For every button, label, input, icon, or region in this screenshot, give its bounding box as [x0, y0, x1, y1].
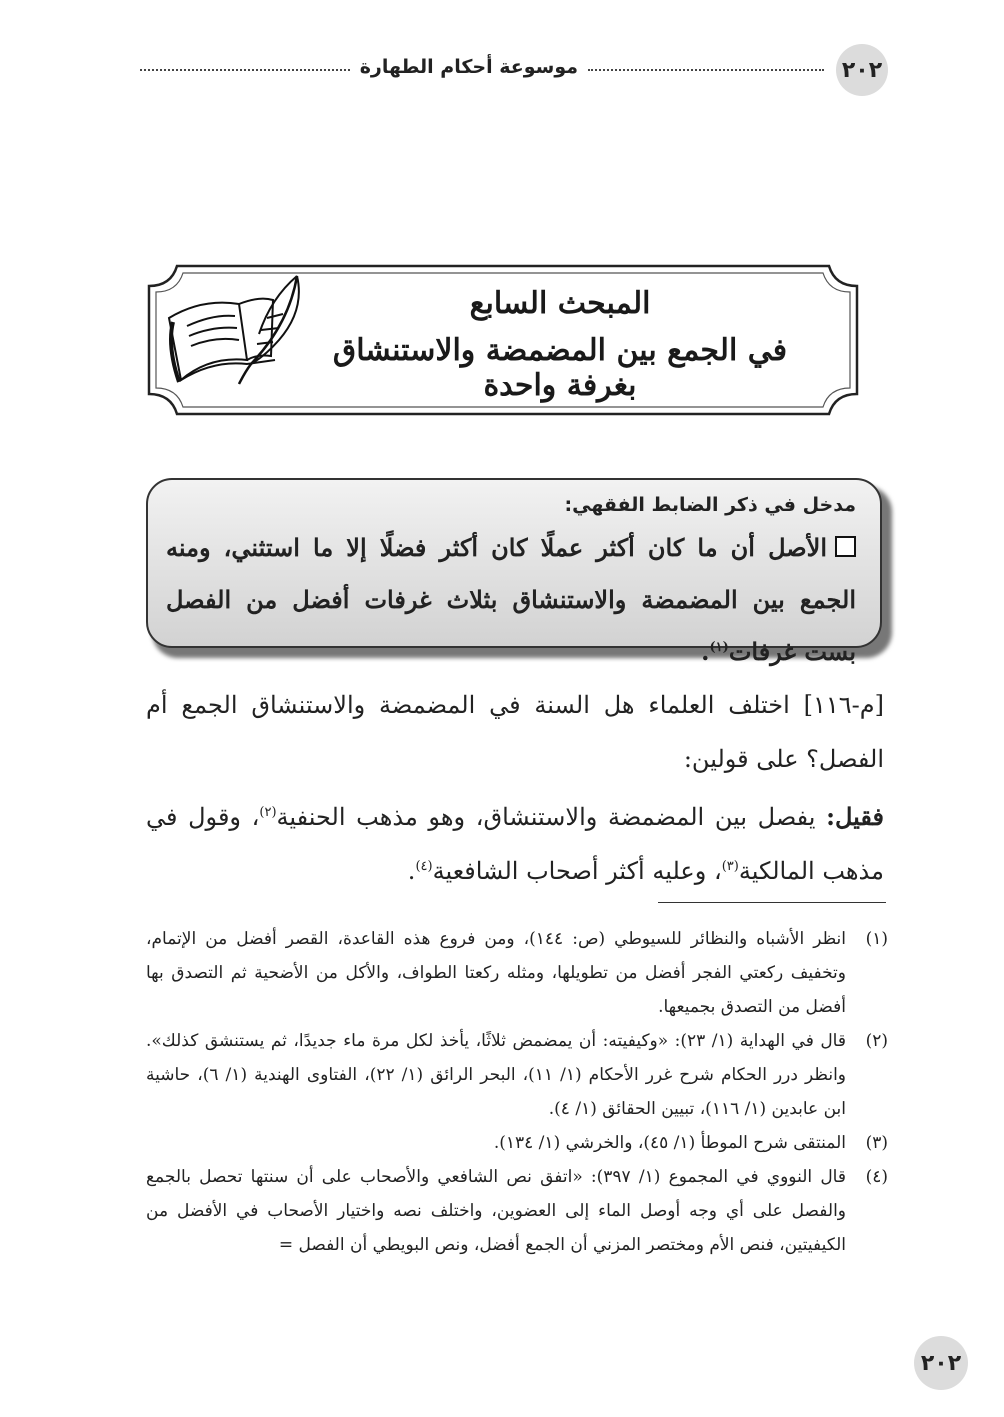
- footnote-number: (٤): [865, 1167, 888, 1187]
- footnote-number: (٢): [865, 1031, 888, 1051]
- footnote-text: قال النووي في المجموع (١/ ٣٩٧): «اتفق نص الشافعي والأصحاب على أن سنتها تحصل بالجمع والفصل على أي وجه أوصل الماء إلى العضوين، واختلف نصه واختيار الأصحاب في الأفضل من الكيفيتين، فنص الأم ومختصر المزني أن الجمع أفضل، ونص البويطي أن الفصل =: [146, 1167, 846, 1255]
- header-dots-right: [588, 69, 824, 71]
- header-running-title: [140, 56, 824, 78]
- body-paragraph-1: [م-١١٦] اختلف العلماء هل السنة في المضمضة والاستنشاق الجمع أم الفصل؟ على قولين:: [146, 691, 884, 773]
- footnote-item: [146, 1024, 888, 1126]
- rule-text: الأصل أن ما كان أكثر عملًا كان أكثر فضلًا إلا ما استثني، ومنه الجمع بين المضمضة والاستنشاق بثلاث غرفات أفضل من الفصل بست غرفات$^{(١)}$.: [166, 533, 856, 666]
- footnote-ref: (٢): [259, 805, 277, 820]
- footnote-separator: [658, 902, 886, 903]
- chapter-subtitle: في الجمع بين المضمضة والاستنشاق بغرفة واحدة: [332, 333, 788, 403]
- footnote-item: [146, 1160, 888, 1262]
- footnote-text: قال في الهداية (١/ ٢٣): «وكيفيته: أن يمضمض ثلاثًا، يأخذ لكل مرة ماء جديدًا، ثم يستنشق كذلك». وانظر درر الحكام شرح غرر الأحكام (١/ ١١)، البحر الرائق (١/ ٢٢)، الفتاوى الهندية (١/ ٦)، حاشية ابن عابدين (١/ ١١٦)، تبيين الحقائق (١/ ٤).: [146, 1031, 847, 1119]
- footnotes: [146, 922, 888, 1262]
- footnote-text: المنتقى شرح الموطأ (١/ ٤٥)، والخرشي (١/ ١٣٤).: [493, 1133, 846, 1153]
- chapter-heading: [300, 286, 820, 403]
- footnote-ref: (٣): [721, 859, 739, 874]
- header-page-number: ٢٠٢: [836, 44, 888, 96]
- footnote-ref: (٤): [415, 859, 433, 874]
- footnote-ref: (١): [709, 640, 729, 655]
- paragraph-lead: فقيل:: [826, 802, 884, 831]
- fiqh-rule-box: [146, 478, 882, 666]
- footnote-number: (٣): [865, 1133, 888, 1153]
- footnote-item: [146, 922, 888, 1024]
- header-dots-left: [140, 69, 350, 71]
- footer-page-number: ٢٠٢: [914, 1336, 968, 1390]
- footnote-item: [146, 1126, 888, 1160]
- chapter-title: المبحث السابع: [469, 286, 651, 321]
- body-paragraph-2: فقيل: يفصل بين المضمضة والاستنشاق، وهو مذهب الحنفية$^{(٢)}$، وقول في مذهب المالكية$^{(٣)}$، وعليه أكثر أصحاب الشافعية$^{(٤)}$.: [146, 802, 884, 885]
- footnote-number: (١): [865, 929, 888, 949]
- rule-heading: مدخل في ذكر الضابط الفقهي:: [564, 494, 856, 516]
- footnote-text: انظر الأشباه والنظائر للسيوطي (ص: ١٤٤)، ومن فروع هذه القاعدة، القصر أفضل من الإتمام، وتخفيف ركعتي الفجر أفضل من تطويلها، ومثله ركعتا الطواف، والأكل من الأضحية ثم التصدق بها أفضل من التصدق بجميعها.: [146, 929, 847, 1017]
- checkbox-bullet-icon: [835, 536, 856, 557]
- header-book-title: موسوعة أحكام الطهارة: [359, 56, 578, 78]
